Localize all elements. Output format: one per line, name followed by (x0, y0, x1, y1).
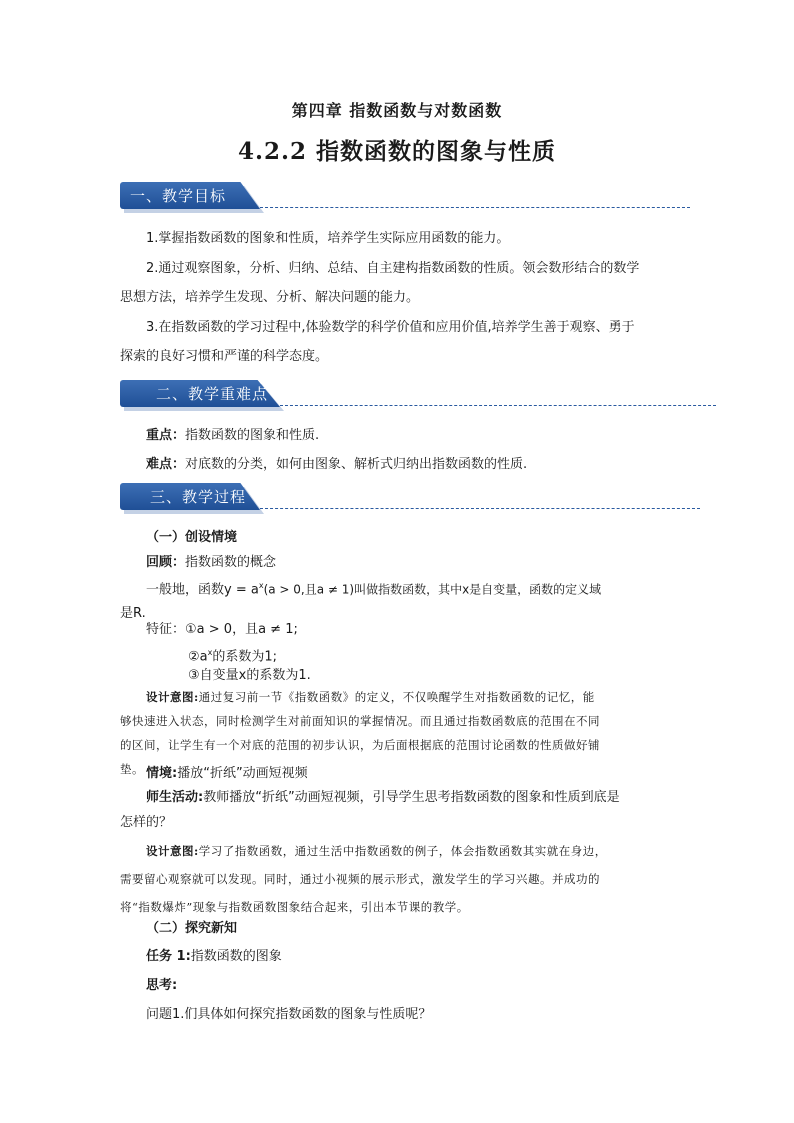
think-label: 思考: (146, 978, 178, 993)
feature-2: $②a^x$的系数为1; (188, 648, 278, 665)
goal-1: 1.掌握指数函数的图象和性质，培养学生实际应用函数的能力。 (146, 231, 510, 246)
design-intent-2: 设计意图:学习了指数函数，通过生活中指数函数的例子，体会指数函数其实就在身边， 需要留心观察就可以发现。同时，通过小视频的展示形式，激发学生的学习兴趣。并成功的 将“指数爆炸”现象与指数函数图象结合起来，引出本节课的教学。 (120, 844, 607, 914)
task-1: 任务 1:指数函数的图象 (146, 949, 282, 964)
situation-line: 情境:播放“折纸”动画短视频 (146, 766, 308, 781)
definition: 一般地，函数$y = a^x(a > 0$,且a ≠ 1)叫做指数函数，其中x是自变量，函数的定义域 是R. (120, 581, 602, 622)
section-divider (280, 405, 716, 406)
activity: 师生活动:教师播放“折纸”动画短视频，引导学生思考指数函数的图象和性质到底是 怎样的？ (120, 790, 620, 830)
section-header-goals (120, 180, 690, 212)
goal-2: 2.通过观察图象，分析、归纳、总结、自主建构指数函数的性质。领会数形结合的数学 (146, 261, 640, 276)
design-intent-1: 设计意图:通过复习前一节《指数函数》的定义，不仅唤醒学生对指数函数的记忆，能 够快速进入状态，同时检测学生对前面知识的掌握情况。而且通过指数函数底的范围在不同 的区间，让学生有一个对底的范围的初步认识，为后面根据底的范围讨论函数的性质做好铺 垫。 (120, 690, 600, 776)
section-label: 三、教学过程 (150, 488, 247, 506)
feature-1: 特征：①a > 0，且a ≠ 1; (146, 622, 298, 637)
subsection-explore: （二）探究新知 (146, 921, 238, 936)
feature-3: ③自变量x的系数为1. (188, 668, 311, 683)
section-divider (260, 207, 690, 208)
subsection-situation: （一）创设情境 (146, 530, 238, 545)
difficulty-point: 难点：对底数的分类，如何由图象、解析式归纳出指数函数的性质. (146, 457, 528, 472)
section-label: 一、教学目标 (130, 187, 227, 205)
goal-3: 3.在指数函数的学习过程中,体验数学的科学价值和应用价值,培养学生善于观察、勇于 (146, 320, 635, 335)
review-line: 回顾：指数函数的概念 (146, 555, 277, 570)
goal-2-cont: 思想方法，培养学生发现、分析、解决问题的能力。 (120, 290, 420, 305)
chapter-heading: 第四章 指数函数与对数函数 (291, 101, 503, 120)
key-point: 重点：指数函数的图象和性质. (146, 428, 320, 443)
question-1: 问题1.们具体如何探究指数函数的图象与性质呢？ (146, 1007, 432, 1022)
lesson-title: 4.2.2 指数函数的图象与性质 (237, 138, 557, 165)
section-divider (260, 508, 700, 509)
section-label: 二、教学重难点 (156, 385, 269, 403)
goal-3-cont: 探索的良好习惯和严谨的科学态度。 (120, 349, 329, 364)
section-header-key-points (120, 378, 690, 410)
section-header-process (120, 481, 690, 513)
